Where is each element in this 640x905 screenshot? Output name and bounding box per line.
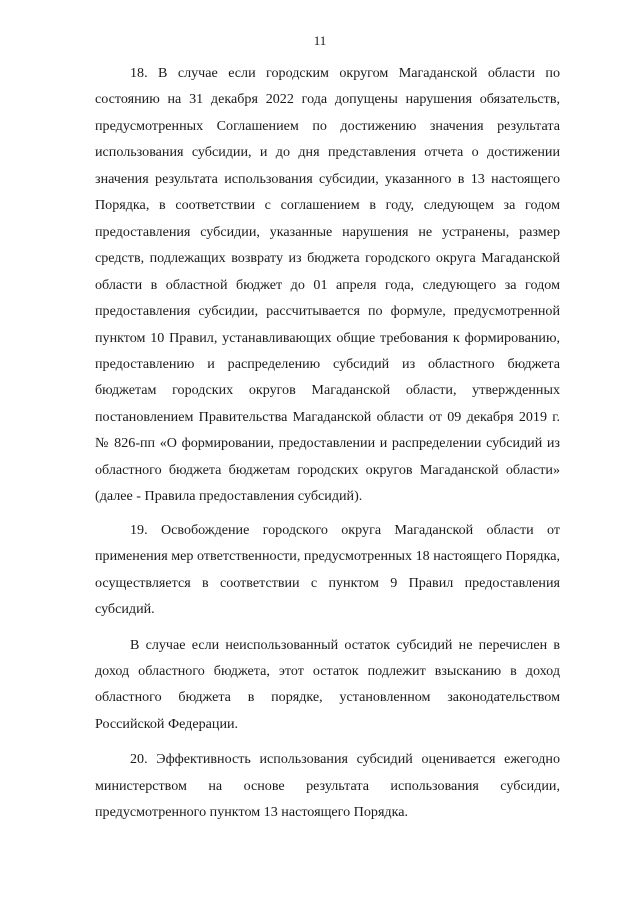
paragraph-unused-balance: В случае если неиспользованный остаток субсидий не перечислен в доход областного бюджета, этот остаток подлежит взысканию в доход областного бюджета в порядке, установленном законодательством Российской Федерации.	[95, 636, 560, 732]
document-body	[95, 60, 560, 826]
paragraph-20: 20. Эффективность использования субсидий оценивается ежегодно министерством на основе результата использования субсидии, предусмотренного пунктом 13 настоящего Порядка.	[95, 751, 560, 821]
paragraph-18: 18. В случае если городским округом Магаданской области по состоянию на 31 декабря 2022 года допущены нарушения обязательств, предусмотренных Соглашением по достижению значения результата использования субсидии, и до дня представления отчета о достижении значения результата использования субсидии, указанного в 13 настоящего Порядка, в соответствии с соглашением в году, следующем за годом предоставления субсидии, указанные нарушения не устранены, размер средств, подлежащих возврату из бюджета городского округа Магаданской области в областной бюджет до 01 апреля года, следующего за годом предоставления субсидии, рассчитывается по формуле, предусмотренной пунктом 10 Правил, устанавливающих общие требования к формированию, предоставлению и распределению субсидий из областного бюджета бюджетам городских округов Магаданской области, утвержденных постановлением Правительства Магаданской области от 09 декабря 2019 г. № 826-пп «О формировании, предоставлении и распределении субсидий из областного бюджета бюджетам городских округов Магаданской области» (далее - Правила предоставления субсидий).	[95, 65, 560, 505]
paragraph-19: 19. Освобождение городского округа Магаданской области от применения мер ответственности, предусмотренных 18 настоящего Порядка, осуществляется в соответствии с пунктом 9 Правил предоставления субсидий.	[95, 521, 560, 618]
page-number: 11	[313, 33, 327, 48]
